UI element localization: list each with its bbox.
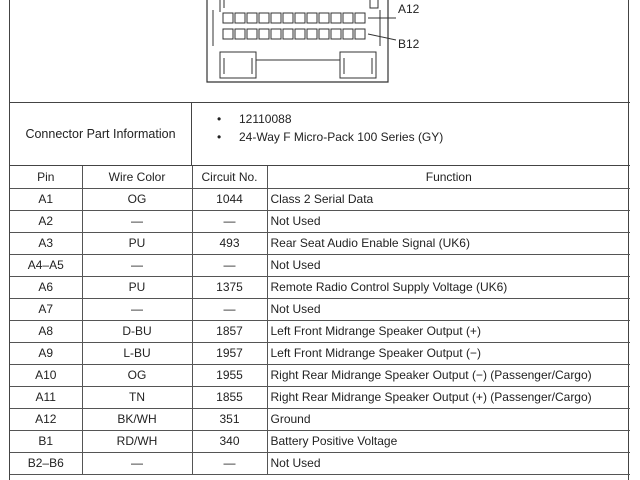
circuit-cell: — [192, 452, 267, 474]
row-a-end-label: A12 [398, 2, 420, 16]
function-cell: Right Rear Midrange Speaker Output (−) (Passenger/Cargo) [267, 364, 630, 386]
circuit-cell: 1957 [192, 342, 267, 364]
pin-cell: A7 [10, 298, 82, 320]
wire-cell: BK/WH [82, 408, 192, 430]
part-number: • 12110088 [215, 110, 443, 128]
table-row [10, 364, 630, 386]
function-cell: Rear Seat Audio Enable Signal (UK6) [267, 232, 630, 254]
circuit-cell: 1375 [192, 276, 267, 298]
wire-cell: OG [82, 364, 192, 386]
circuit-cell: 1044 [192, 188, 267, 210]
info-list [215, 110, 443, 146]
connector-diagram [10, 0, 630, 102]
table-header-row [10, 166, 630, 188]
table-row [10, 430, 630, 452]
table-row [10, 232, 630, 254]
row-b-end-label: B12 [398, 37, 420, 51]
wire-cell: — [82, 254, 192, 276]
wire-cell: OG [82, 188, 192, 210]
function-cell: Ground [267, 408, 630, 430]
table-row [10, 188, 630, 210]
function-cell: Class 2 Serial Data [267, 188, 630, 210]
table-row [10, 320, 630, 342]
function-cell: Battery Positive Voltage [267, 430, 630, 452]
pin-cell: A1 [10, 188, 82, 210]
wire-cell: — [82, 452, 192, 474]
pin-cell: A4–A5 [10, 254, 82, 276]
pinout-table [10, 166, 630, 475]
connector-outline [10, 0, 630, 102]
function-cell: Not Used [267, 298, 630, 320]
wire-cell: PU [82, 232, 192, 254]
header-circuit: Circuit No. [192, 166, 267, 188]
connector-sheet [9, 0, 629, 480]
circuit-cell: 340 [192, 430, 267, 452]
circuit-cell: — [192, 254, 267, 276]
connector-part-info [10, 102, 630, 166]
wire-cell: D-BU [82, 320, 192, 342]
table-row [10, 386, 630, 408]
header-wire-color: Wire Color [82, 166, 192, 188]
function-cell: Not Used [267, 210, 630, 232]
header-pin: Pin [10, 166, 82, 188]
header-function: Function [267, 166, 630, 188]
function-cell: Left Front Midrange Speaker Output (−) [267, 342, 630, 364]
wire-cell: TN [82, 386, 192, 408]
connector-description: • 24-Way F Micro-Pack 100 Series (GY) [215, 128, 443, 146]
circuit-cell: — [192, 298, 267, 320]
circuit-cell: 351 [192, 408, 267, 430]
pin-cell: A3 [10, 232, 82, 254]
info-label: Connector Part Information [10, 103, 192, 165]
table-row [10, 276, 630, 298]
pin-cell: A11 [10, 386, 82, 408]
function-cell: Not Used [267, 254, 630, 276]
function-cell: Right Rear Midrange Speaker Output (+) (Passenger/Cargo) [267, 386, 630, 408]
wire-cell: RD/WH [82, 430, 192, 452]
pin-cell: B2–B6 [10, 452, 82, 474]
wire-cell: L-BU [82, 342, 192, 364]
pin-cell: B1 [10, 430, 82, 452]
function-cell: Left Front Midrange Speaker Output (+) [267, 320, 630, 342]
pin-cell: A9 [10, 342, 82, 364]
circuit-cell: — [192, 210, 267, 232]
table-row [10, 254, 630, 276]
pin-cell: A6 [10, 276, 82, 298]
table-row [10, 408, 630, 430]
function-cell: Remote Radio Control Supply Voltage (UK6) [267, 276, 630, 298]
wire-cell: PU [82, 276, 192, 298]
circuit-cell: 1855 [192, 386, 267, 408]
pin-cell: A2 [10, 210, 82, 232]
table-row [10, 452, 630, 474]
circuit-cell: 1955 [192, 364, 267, 386]
wire-cell: — [82, 298, 192, 320]
pin-cell: A8 [10, 320, 82, 342]
table-row [10, 342, 630, 364]
function-cell: Not Used [267, 452, 630, 474]
table-row [10, 210, 630, 232]
wire-cell: — [82, 210, 192, 232]
circuit-cell: 1857 [192, 320, 267, 342]
table-row [10, 298, 630, 320]
pin-cell: A12 [10, 408, 82, 430]
pin-cell: A10 [10, 364, 82, 386]
circuit-cell: 493 [192, 232, 267, 254]
